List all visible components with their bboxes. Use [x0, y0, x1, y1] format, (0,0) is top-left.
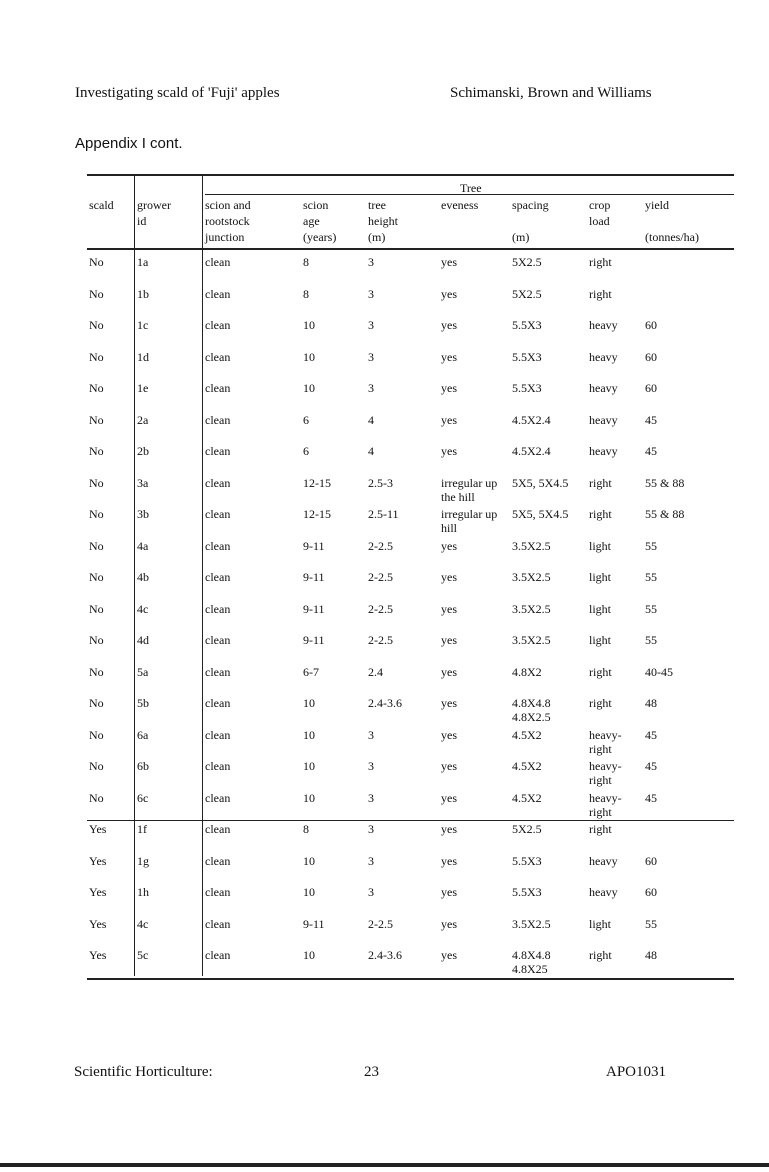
column-header-yield: yield	[645, 198, 669, 212]
table-cell-grower: 2b	[137, 444, 149, 458]
column-header-eveness: eveness	[441, 198, 479, 212]
table-cell-spacing: 5X2.5	[512, 255, 542, 269]
page-footer-left: Scientific Horticulture:	[74, 1064, 213, 1080]
table-cell-crop: right	[589, 696, 612, 710]
table-cell-junction: clean	[205, 286, 231, 301]
table-cell-age: 10	[303, 853, 315, 868]
table-cell-age: 10	[303, 318, 315, 332]
column-header-junction: junction	[205, 230, 245, 244]
table-cell-yield: 45	[645, 444, 657, 458]
table-cell-height: 3	[368, 349, 374, 364]
table-cell-age: 6	[303, 412, 309, 427]
table-cell-eveness: yes	[441, 318, 457, 332]
column-header-crop: load	[589, 214, 610, 228]
column-header-junction: scion and	[205, 198, 251, 212]
table-cell-age: 10	[303, 759, 315, 773]
table-cell-yield: 40-45	[645, 664, 673, 679]
table-cell-yield: 55	[645, 570, 657, 584]
table-cell-scald: No	[89, 538, 104, 553]
table-cell-crop: heavy	[589, 381, 618, 395]
table-cell-yield: 60	[645, 349, 657, 364]
table-cell-scald: No	[89, 601, 104, 616]
table-cell-eveness: yes	[441, 853, 457, 868]
table-cell-junction: clean	[205, 948, 231, 962]
table-cell-scald: No	[89, 318, 104, 332]
table-cell-grower: 4b	[137, 570, 149, 584]
table-cell-spacing: 5.5X3	[512, 349, 542, 364]
table-cell-spacing: 4.5X2.4	[512, 412, 551, 427]
table-cell-grower: 4c	[137, 916, 149, 931]
table-cell-spacing: 4.5X2.4	[512, 444, 551, 458]
table-cell-height: 2.5-11	[368, 507, 399, 521]
table-cell-height: 2-2.5	[368, 916, 393, 931]
column-header-yield: (tonnes/ha)	[645, 230, 699, 244]
scald-group-separator	[87, 820, 734, 821]
table-cell-spacing: 5X5, 5X4.5	[512, 507, 569, 521]
table-cell-spacing: 4.5X2	[512, 727, 542, 742]
table-cell-crop: heavy	[589, 412, 618, 427]
table-cell-height: 3	[368, 286, 374, 301]
table-cell-crop: right	[589, 822, 612, 836]
table-top-rule	[87, 174, 734, 176]
table-cell-grower: 1h	[137, 885, 149, 899]
table-cell-grower: 6b	[137, 759, 149, 773]
table-cell-height: 3	[368, 727, 374, 742]
table-cell-yield: 48	[645, 948, 657, 962]
table-cell-junction: clean	[205, 570, 231, 584]
table-cell-yield: 55	[645, 601, 657, 616]
table-cell-scald: No	[89, 696, 104, 710]
table-cell-grower: 5b	[137, 696, 149, 710]
column-header-spacing: spacing	[512, 198, 549, 212]
table-cell-junction: clean	[205, 381, 231, 395]
table-cell-scald: Yes	[89, 885, 107, 899]
table-cell-scald: No	[89, 727, 104, 742]
table-cell-age: 9-11	[303, 916, 325, 931]
table-cell-spacing: 3.5X2.5	[512, 916, 551, 931]
table-cell-eveness: yes	[441, 916, 457, 931]
table-cell-height: 2.4	[368, 664, 383, 679]
table-cell-scald: No	[89, 570, 104, 584]
table-cell-scald: No	[89, 633, 104, 647]
table-cell-scald: No	[89, 349, 104, 364]
table-cell-crop: light	[589, 601, 612, 616]
table-cell-yield: 60	[645, 853, 657, 868]
table-cell-eveness: yes	[441, 664, 457, 679]
table-cell-height: 3	[368, 885, 374, 899]
column-header-junction: rootstock	[205, 214, 250, 228]
table-cell-junction: clean	[205, 255, 231, 269]
table-cell-height: 3	[368, 759, 374, 773]
table-cell-junction: clean	[205, 444, 231, 458]
table-cell-yield: 45	[645, 759, 657, 773]
table-cell-eveness: yes	[441, 412, 457, 427]
page-header-right: Schimanski, Brown and Williams	[450, 85, 652, 101]
bottom-edge-bar	[0, 1163, 769, 1167]
table-cell-eveness: yes	[441, 444, 457, 458]
table-cell-grower: 6a	[137, 727, 149, 742]
table-cell-junction: clean	[205, 822, 231, 836]
table-cell-junction: clean	[205, 916, 231, 931]
table-cell-age: 10	[303, 696, 315, 710]
table-cell-grower: 3a	[137, 475, 149, 490]
table-cell-crop: right	[589, 286, 612, 301]
table-cell-spacing: 5.5X3	[512, 885, 542, 899]
table-cell-height: 2-2.5	[368, 633, 393, 647]
tree-group-header: Tree	[460, 181, 482, 195]
column-header-age: (years)	[303, 230, 337, 244]
table-cell-scald: Yes	[89, 948, 107, 962]
table-cell-age: 8	[303, 286, 309, 301]
column-header-crop: crop	[589, 198, 611, 212]
table-cell-age: 6-7	[303, 664, 319, 679]
table-cell-spacing: 5X5, 5X4.5	[512, 475, 569, 490]
table-cell-spacing: 4.5X2	[512, 759, 542, 773]
table-cell-spacing: 4.8X4.8 4.8X25	[512, 948, 551, 976]
table-cell-yield: 45	[645, 790, 657, 805]
table-cell-grower: 4d	[137, 633, 149, 647]
table-cell-junction: clean	[205, 853, 231, 868]
table-cell-age: 9-11	[303, 601, 325, 616]
table-cell-junction: clean	[205, 664, 231, 679]
table-cell-age: 10	[303, 948, 315, 962]
table-cell-scald: No	[89, 286, 104, 301]
table-cell-spacing: 5.5X3	[512, 381, 542, 395]
table-cell-spacing: 4.8X4.8 4.8X2.5	[512, 696, 551, 724]
table-cell-height: 3	[368, 318, 374, 332]
section-title: Appendix I cont.	[75, 135, 183, 152]
table-cell-yield: 45	[645, 727, 657, 742]
table-bottom-rule	[87, 978, 734, 980]
table-cell-spacing: 5.5X3	[512, 318, 542, 332]
table-cell-crop: light	[589, 538, 612, 553]
table-cell-crop: right	[589, 664, 612, 679]
table-cell-grower: 1g	[137, 853, 149, 868]
table-cell-scald: No	[89, 412, 104, 427]
table-cell-age: 9-11	[303, 633, 325, 647]
table-cell-scald: Yes	[89, 916, 107, 931]
table-cell-spacing: 3.5X2.5	[512, 633, 551, 647]
table-cell-age: 10	[303, 349, 315, 364]
table-cell-age: 9-11	[303, 570, 325, 584]
table-cell-age: 8	[303, 255, 309, 269]
table-cell-spacing: 5X2.5	[512, 822, 542, 836]
table-cell-height: 3	[368, 255, 374, 269]
table-cell-height: 4	[368, 412, 374, 427]
table-cell-scald: No	[89, 507, 104, 521]
table-cell-junction: clean	[205, 412, 231, 427]
table-cell-scald: No	[89, 759, 104, 773]
table-cell-grower: 6c	[137, 790, 149, 805]
table-cell-age: 12-15	[303, 475, 331, 490]
table-cell-age: 6	[303, 444, 309, 458]
table-cell-spacing: 5.5X3	[512, 853, 542, 868]
table-cell-spacing: 3.5X2.5	[512, 570, 551, 584]
table-cell-junction: clean	[205, 601, 231, 616]
column-header-height: tree	[368, 198, 386, 212]
table-cell-spacing: 3.5X2.5	[512, 538, 551, 553]
table-cell-eveness: yes	[441, 255, 457, 269]
table-cell-grower: 1d	[137, 349, 149, 364]
table-cell-eveness: yes	[441, 381, 457, 395]
table-cell-height: 2-2.5	[368, 601, 393, 616]
table-cell-height: 3	[368, 790, 374, 805]
table-cell-eveness: yes	[441, 286, 457, 301]
grower-column-divider	[134, 176, 135, 976]
table-cell-crop: heavy	[589, 349, 618, 364]
table-cell-height: 2-2.5	[368, 570, 393, 584]
table-cell-eveness: yes	[441, 696, 457, 710]
table-cell-crop: light	[589, 916, 612, 931]
table-cell-crop: heavy- right	[589, 790, 622, 819]
table-cell-crop: right	[589, 948, 612, 962]
table-cell-crop: heavy- right	[589, 759, 622, 787]
table-cell-height: 4	[368, 444, 374, 458]
table-cell-crop: heavy	[589, 318, 618, 332]
table-cell-grower: 3b	[137, 507, 149, 521]
table-cell-scald: No	[89, 381, 104, 395]
table-cell-yield: 48	[645, 696, 657, 710]
table-cell-yield: 60	[645, 318, 657, 332]
table-cell-grower: 1c	[137, 318, 149, 332]
table-cell-crop: right	[589, 507, 612, 521]
table-cell-eveness: yes	[441, 822, 457, 836]
table-cell-age: 10	[303, 885, 315, 899]
column-header-age: scion	[303, 198, 329, 212]
table-cell-grower: 5c	[137, 948, 149, 962]
table-cell-junction: clean	[205, 696, 231, 710]
table-cell-crop: heavy- right	[589, 727, 622, 756]
table-cell-eveness: irregular up the hill	[441, 475, 498, 504]
table-cell-height: 2.4-3.6	[368, 948, 402, 962]
column-header-height: height	[368, 214, 398, 228]
table-cell-spacing: 3.5X2.5	[512, 601, 551, 616]
table-cell-junction: clean	[205, 885, 231, 899]
table-cell-scald: Yes	[89, 853, 107, 868]
table-cell-grower: 1a	[137, 255, 149, 269]
table-cell-junction: clean	[205, 538, 231, 553]
table-cell-scald: No	[89, 664, 104, 679]
column-header-scald: scald	[89, 198, 114, 212]
table-cell-scald: No	[89, 444, 104, 458]
table-cell-crop: right	[589, 475, 612, 490]
table-cell-crop: light	[589, 633, 612, 647]
table-cell-yield: 55	[645, 538, 657, 553]
table-cell-height: 2.5-3	[368, 475, 393, 490]
table-cell-junction: clean	[205, 633, 231, 647]
table-cell-scald: No	[89, 475, 104, 490]
column-header-grower: grower	[137, 198, 171, 212]
table-cell-yield: 55 & 88	[645, 475, 685, 490]
table-cell-grower: 2a	[137, 412, 149, 427]
table-cell-yield: 55 & 88	[645, 507, 685, 521]
table-cell-height: 2-2.5	[368, 538, 393, 553]
table-cell-eveness: yes	[441, 790, 457, 805]
page-footer-right: APO1031	[606, 1064, 667, 1080]
table-cell-height: 3	[368, 853, 374, 868]
table-cell-yield: 45	[645, 412, 657, 427]
table-cell-yield: 60	[645, 381, 657, 395]
table-cell-eveness: yes	[441, 948, 457, 962]
table-cell-age: 12-15	[303, 507, 331, 521]
header-bottom-rule	[87, 248, 734, 250]
table-cell-eveness: yes	[441, 759, 457, 773]
table-cell-yield: 55	[645, 633, 657, 647]
table-cell-crop: right	[589, 255, 612, 269]
table-cell-crop: heavy	[589, 853, 618, 868]
table-cell-eveness: yes	[441, 885, 457, 899]
page-number: 23	[364, 1064, 379, 1080]
table-cell-eveness: yes	[441, 538, 457, 553]
table-cell-spacing: 4.8X2	[512, 664, 542, 679]
table-cell-junction: clean	[205, 759, 231, 773]
table-cell-crop: light	[589, 570, 612, 584]
table-cell-age: 8	[303, 822, 309, 836]
table-cell-age: 10	[303, 790, 315, 805]
table-cell-grower: 1e	[137, 381, 149, 395]
table-cell-scald: No	[89, 255, 104, 269]
table-cell-yield: 60	[645, 885, 657, 899]
table-cell-age: 10	[303, 727, 315, 742]
table-cell-junction: clean	[205, 475, 231, 490]
table-cell-age: 10	[303, 381, 315, 395]
table-cell-eveness: yes	[441, 570, 457, 584]
table-cell-eveness: yes	[441, 727, 457, 742]
table-cell-eveness: yes	[441, 349, 457, 364]
table-cell-eveness: irregular up hill	[441, 507, 498, 535]
table-cell-spacing: 5X2.5	[512, 286, 542, 301]
table-cell-scald: No	[89, 790, 104, 805]
table-cell-grower: 4a	[137, 538, 149, 553]
column-header-height: (m)	[368, 230, 386, 244]
table-cell-crop: heavy	[589, 885, 618, 899]
table-cell-junction: clean	[205, 727, 231, 742]
table-cell-height: 3	[368, 381, 374, 395]
table-cell-junction: clean	[205, 507, 231, 521]
table-cell-spacing: 4.5X2	[512, 790, 542, 805]
table-cell-crop: heavy	[589, 444, 618, 458]
table-cell-scald: Yes	[89, 822, 107, 836]
page-header-left: Investigating scald of 'Fuji' apples	[75, 85, 280, 101]
table-cell-height: 2.4-3.6	[368, 696, 402, 710]
table-cell-junction: clean	[205, 318, 231, 332]
table-cell-junction: clean	[205, 790, 231, 805]
table-cell-grower: 1f	[137, 822, 147, 836]
table-cell-age: 9-11	[303, 538, 325, 553]
table-cell-height: 3	[368, 822, 374, 836]
table-cell-junction: clean	[205, 349, 231, 364]
table-cell-yield: 55	[645, 916, 657, 931]
column-header-spacing: (m)	[512, 230, 530, 244]
table-cell-grower: 5a	[137, 664, 149, 679]
column-header-grower: id	[137, 214, 147, 228]
table-cell-grower: 4c	[137, 601, 149, 616]
junction-column-divider	[202, 176, 203, 976]
table-cell-grower: 1b	[137, 286, 149, 301]
table-cell-eveness: yes	[441, 601, 457, 616]
column-header-age: age	[303, 214, 320, 228]
table-cell-eveness: yes	[441, 633, 457, 647]
